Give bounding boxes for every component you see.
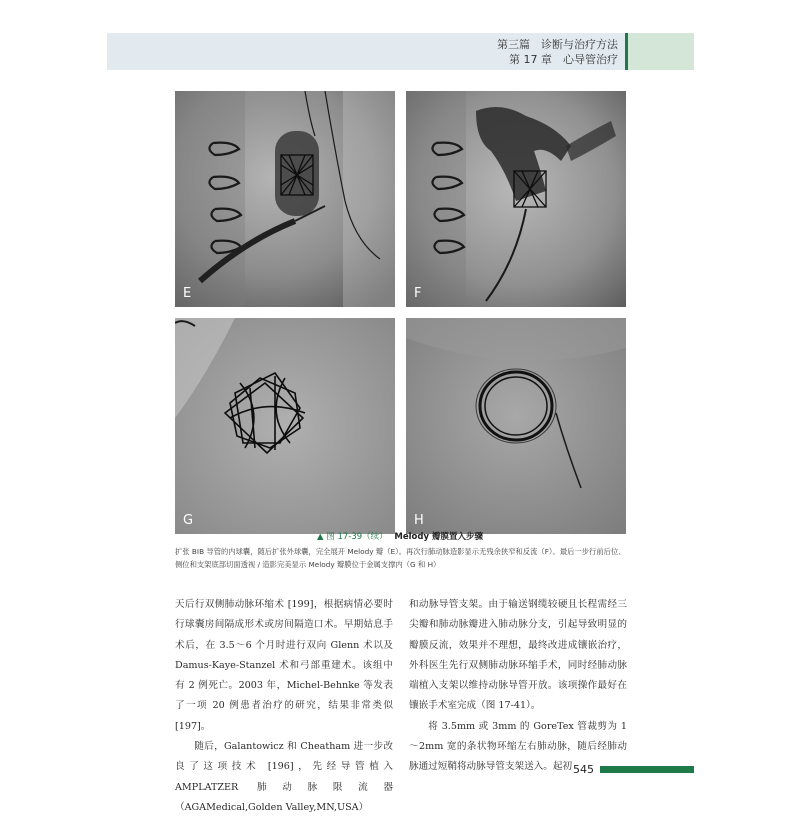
panel-label-f: F (414, 286, 422, 301)
running-header (497, 37, 618, 67)
header-chapter: 第 17 章 心导管治疗 (509, 53, 618, 66)
figure-caption-title (0, 530, 800, 542)
figure-panel-f (406, 91, 626, 307)
body-paragraph: 将 3.5mm 或 3mm 的 GoreTex 管裁剪为 1～2mm 宽的条状物环缩左右肺动脉，随后经肺动脉通过短鞘将动脉导管支架送入。起初 (409, 720, 627, 773)
panel-label-h: H (414, 513, 424, 528)
xray-image-e (175, 91, 395, 307)
body-column-right (409, 595, 627, 778)
panel-label-g: G (183, 513, 194, 528)
figure-panel-h (406, 318, 626, 534)
figure-panel-g (175, 318, 395, 534)
footer-accent-bar (600, 766, 694, 773)
body-paragraph: 和动脉导管支架。由于输送钢缆较硬且长程需经三尖瓣和肺动脉瓣进入肺动脉分支，引起导致明显的瓣膜反流，效果并不理想，最终改进成镶嵌治疗，外科医生先行双侧肺动脉环缩手术，同时经肺动脉端植入支架以维持动脉导管开放。该项操作最好在镶嵌手术室完成（图 17-41）。 (409, 599, 627, 712)
xray-image-f (406, 91, 626, 307)
header-part: 第三篇 诊断与治疗方法 (497, 38, 618, 51)
body-paragraph: 天后行双侧肺动脉环缩术 [199]，根据病情必要时行球囊房间隔成形术或房间隔造口术。早期姑息手术后，在 3.5～6 个月时进行双向 Glenn 术以及 Damus-Kaye-Stanzel 术和弓部重建术。该组中有 2 例死亡。2003 年，Michel-Behnke 等发表了一项 20 例患者治疗的研究，结果非常类似 [197]。 (175, 599, 393, 732)
figure-description: Melody 瓣膜置入步骤 (394, 532, 483, 542)
page-number: 545 (573, 763, 594, 776)
body-paragraph: 随后，Galantowicz 和 Cheatham 进一步改良了这项技术 [196]，先经导管植入 AMPLATZER 肺动脉限流器（AGAMedical,Golden Valley,MN,USA） (175, 741, 393, 813)
xray-image-g (175, 318, 395, 534)
panel-label-e: E (183, 286, 192, 301)
body-column-left (175, 595, 393, 818)
xray-image-h (406, 318, 626, 534)
header-tab (628, 33, 694, 70)
figure-panel-e (175, 91, 395, 307)
figure-number: ▲ 图 17-39（续） (317, 532, 388, 542)
figure-caption-text: 扩张 BIB 导管的内球囊，随后扩张外球囊，完全展开 Melody 瓣（E）。再次行肺动脉造影显示无残余狭窄和反流（F）。最后一步行前后位、侧位和支架底部切面透视 / 造影完美显示 Melody 瓣膜位于金属支撑内（G 和 H） (175, 547, 626, 569)
